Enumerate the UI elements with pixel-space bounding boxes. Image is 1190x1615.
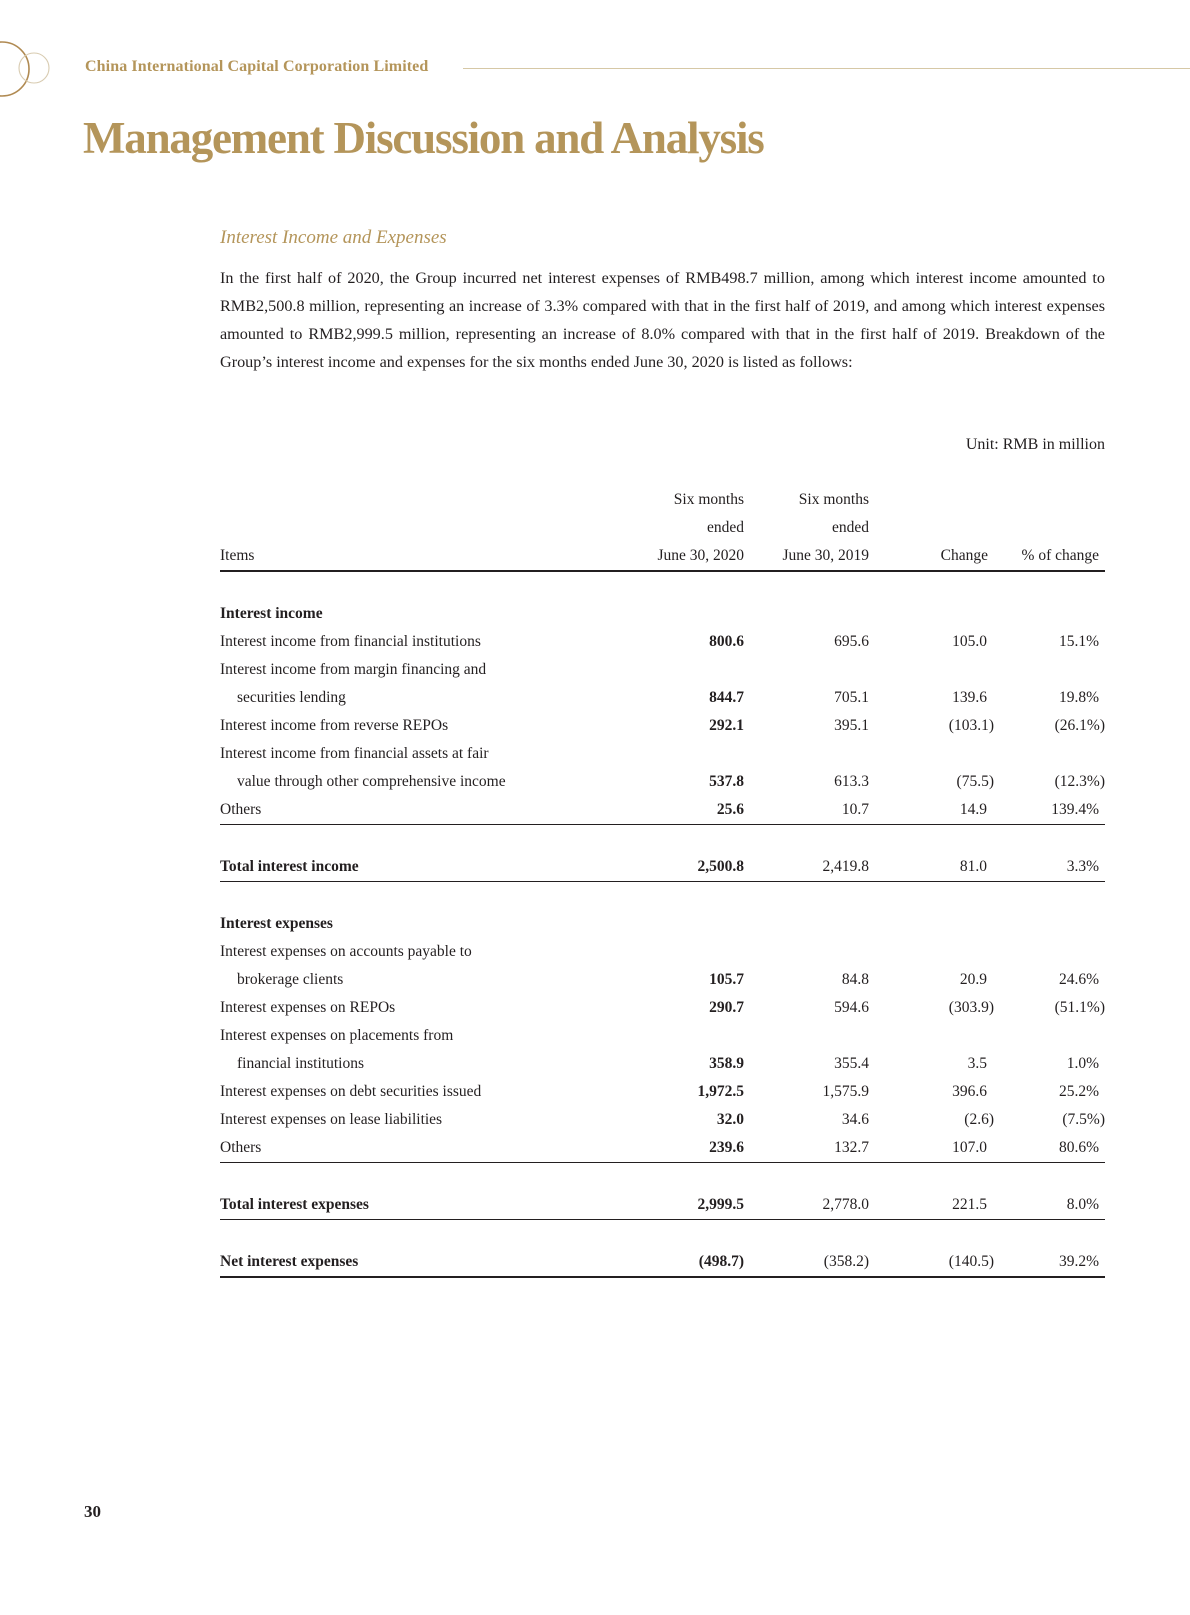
expense-heading: Interest expenses	[220, 915, 333, 932]
net-change: (140.5)	[869, 1248, 994, 1277]
table-row	[220, 938, 1105, 966]
row-change: 139.6	[952, 689, 987, 706]
table-row	[220, 1106, 1105, 1134]
header-2019-line2: ended	[831, 519, 869, 536]
row-value-2019: 84.8	[841, 971, 869, 988]
row-change: (103.1)	[948, 717, 994, 734]
row-value-2020: 1,972.5	[697, 1083, 744, 1100]
row-change: 105.0	[952, 633, 987, 650]
net-2019: (358.2)	[744, 1248, 869, 1277]
row-change: 3.5	[967, 1055, 987, 1072]
row-value-2020: 800.6	[709, 633, 744, 650]
row-change: (303.9)	[948, 999, 994, 1016]
header-divider	[463, 68, 1190, 69]
total-income-2019: 2,419.8	[744, 853, 869, 882]
row-item: Interest expenses on debt securities issued	[220, 1083, 482, 1100]
row-change: (75.5)	[956, 773, 994, 790]
row-pct-change: 1.0%	[1066, 1055, 1099, 1072]
row-value-2020: 537.8	[709, 773, 744, 790]
row-value-2020: 844.7	[709, 689, 744, 706]
row-value-2019: 613.3	[834, 773, 869, 790]
unit-label: Unit: RMB in million	[965, 436, 1105, 453]
row-value-2019: 132.7	[744, 1134, 869, 1163]
table-header-row	[220, 486, 1105, 514]
total-expense-2019: 2,778.0	[744, 1191, 869, 1220]
row-value-2020: 239.6	[620, 1134, 744, 1163]
table-row	[220, 1134, 1105, 1163]
row-change: 14.9	[869, 796, 994, 825]
table-row	[220, 656, 1105, 684]
table-row	[220, 740, 1105, 768]
row-value-2020: 290.7	[709, 999, 744, 1016]
table-row	[220, 1050, 1105, 1078]
row-pct-change: (7.5%)	[1062, 1111, 1105, 1128]
table-row	[220, 712, 1105, 740]
net-2020: (498.7)	[620, 1248, 744, 1277]
row-item: Interest expenses on accounts payable to	[220, 943, 472, 960]
table-row	[220, 994, 1105, 1022]
row-item: Others	[220, 1134, 620, 1163]
row-item: Interest income from margin financing and	[220, 661, 487, 678]
row-pct-change: 19.8%	[1058, 689, 1099, 706]
row-pct-change: (51.1%)	[1054, 999, 1105, 1016]
row-item: Interest expenses on placements from	[220, 1027, 454, 1044]
header-2020-line1: Six months	[673, 491, 744, 508]
row-item: Interest expenses on lease liabilities	[220, 1111, 443, 1128]
row-value-2019: 395.1	[834, 717, 869, 734]
section-heading-row	[220, 910, 1105, 938]
header-2019-line3: June 30, 2019	[744, 542, 869, 571]
row-value-2019: 10.7	[744, 796, 869, 825]
table-row	[220, 628, 1105, 656]
header-change: Change	[869, 542, 994, 571]
total-income-label: Total interest income	[220, 853, 620, 882]
row-pct-change: (26.1%)	[1054, 717, 1105, 734]
page-title: Management Discussion and Analysis	[83, 113, 764, 163]
total-expense-label: Total interest expenses	[220, 1191, 620, 1220]
total-income-pct: 3.3%	[994, 853, 1105, 882]
row-value-2020: 292.1	[709, 717, 744, 734]
page-number: 30	[84, 1502, 101, 1521]
total-income-change: 81.0	[869, 853, 994, 882]
row-item: Interest income from reverse REPOs	[220, 717, 449, 734]
row-item: Interest income from financial institutions	[220, 633, 481, 650]
total-expense-change: 221.5	[869, 1191, 994, 1220]
row-item-continued: value through other comprehensive income	[237, 773, 506, 790]
header-pct-change: % of change	[994, 542, 1105, 571]
row-value-2019: 705.1	[834, 689, 869, 706]
table-row	[220, 684, 1105, 712]
header-items: Items	[220, 542, 620, 571]
row-pct-change: 24.6%	[1058, 971, 1099, 988]
row-value-2020: 25.6	[620, 796, 744, 825]
table-row	[220, 1022, 1105, 1050]
row-change: 396.6	[952, 1083, 987, 1100]
total-income-2020: 2,500.8	[620, 853, 744, 882]
row-item: Interest expenses on REPOs	[220, 999, 396, 1016]
total-row	[220, 853, 1105, 882]
table-header-row	[220, 542, 1105, 571]
table-row	[220, 1078, 1105, 1106]
row-value-2019: 34.6	[841, 1111, 869, 1128]
row-change: 20.9	[959, 971, 987, 988]
header-2019-line1: Six months	[798, 491, 869, 508]
row-item-continued: securities lending	[237, 689, 346, 706]
table-row	[220, 796, 1105, 825]
row-value-2020: 105.7	[709, 971, 744, 988]
row-value-2020: 358.9	[709, 1055, 744, 1072]
company-logo-circles-icon	[0, 38, 60, 100]
row-pct-change: 80.6%	[994, 1134, 1105, 1163]
section-title: Interest Income and Expenses	[220, 227, 447, 248]
total-row	[220, 1191, 1105, 1220]
net-row	[220, 1248, 1105, 1277]
company-name: China International Capital Corporation Limited	[85, 58, 429, 75]
table-row	[220, 966, 1105, 994]
row-pct-change: (12.3%)	[1054, 773, 1105, 790]
row-value-2020: 32.0	[716, 1111, 744, 1128]
row-value-2019: 695.6	[834, 633, 869, 650]
table-header-row	[220, 514, 1105, 542]
row-value-2019: 355.4	[834, 1055, 869, 1072]
section-heading-row	[220, 600, 1105, 628]
net-pct: 39.2%	[994, 1248, 1105, 1277]
net-label: Net interest expenses	[220, 1248, 620, 1277]
table-row	[220, 768, 1105, 796]
header-2020-line3: June 30, 2020	[620, 542, 744, 571]
row-pct-change: 25.2%	[1058, 1083, 1099, 1100]
row-item: Interest income from financial assets at fair	[220, 745, 489, 762]
row-change: 107.0	[869, 1134, 994, 1163]
header-2020-line2: ended	[706, 519, 744, 536]
row-item-continued: financial institutions	[237, 1055, 364, 1072]
row-pct-change: 139.4%	[994, 796, 1105, 825]
interest-income-expenses-table	[220, 486, 1105, 1278]
row-item-continued: brokerage clients	[237, 971, 344, 988]
row-value-2019: 1,575.9	[822, 1083, 869, 1100]
total-expense-2020: 2,999.5	[620, 1191, 744, 1220]
total-expense-pct: 8.0%	[994, 1191, 1105, 1220]
row-item: Others	[220, 796, 620, 825]
row-change: (2.6)	[964, 1111, 994, 1128]
row-value-2019: 594.6	[834, 999, 869, 1016]
intro-paragraph: In the first half of 2020, the Group incurred net interest expenses of RMB498.7 million, among which interest income amounted to RMB2,500.8 million, representing an increase of 3.3% compared with that in the first half of 2019, and among which interest expenses amounted to RMB2,999.5 million, representing an increase of 8.0% compared with that in the first half of 2019. Breakdown of the Group’s interest income and expenses for the six months ended June 30, 2020 is listed as follows:	[220, 269, 1105, 371]
income-heading: Interest income	[220, 605, 323, 622]
row-pct-change: 15.1%	[1058, 633, 1099, 650]
